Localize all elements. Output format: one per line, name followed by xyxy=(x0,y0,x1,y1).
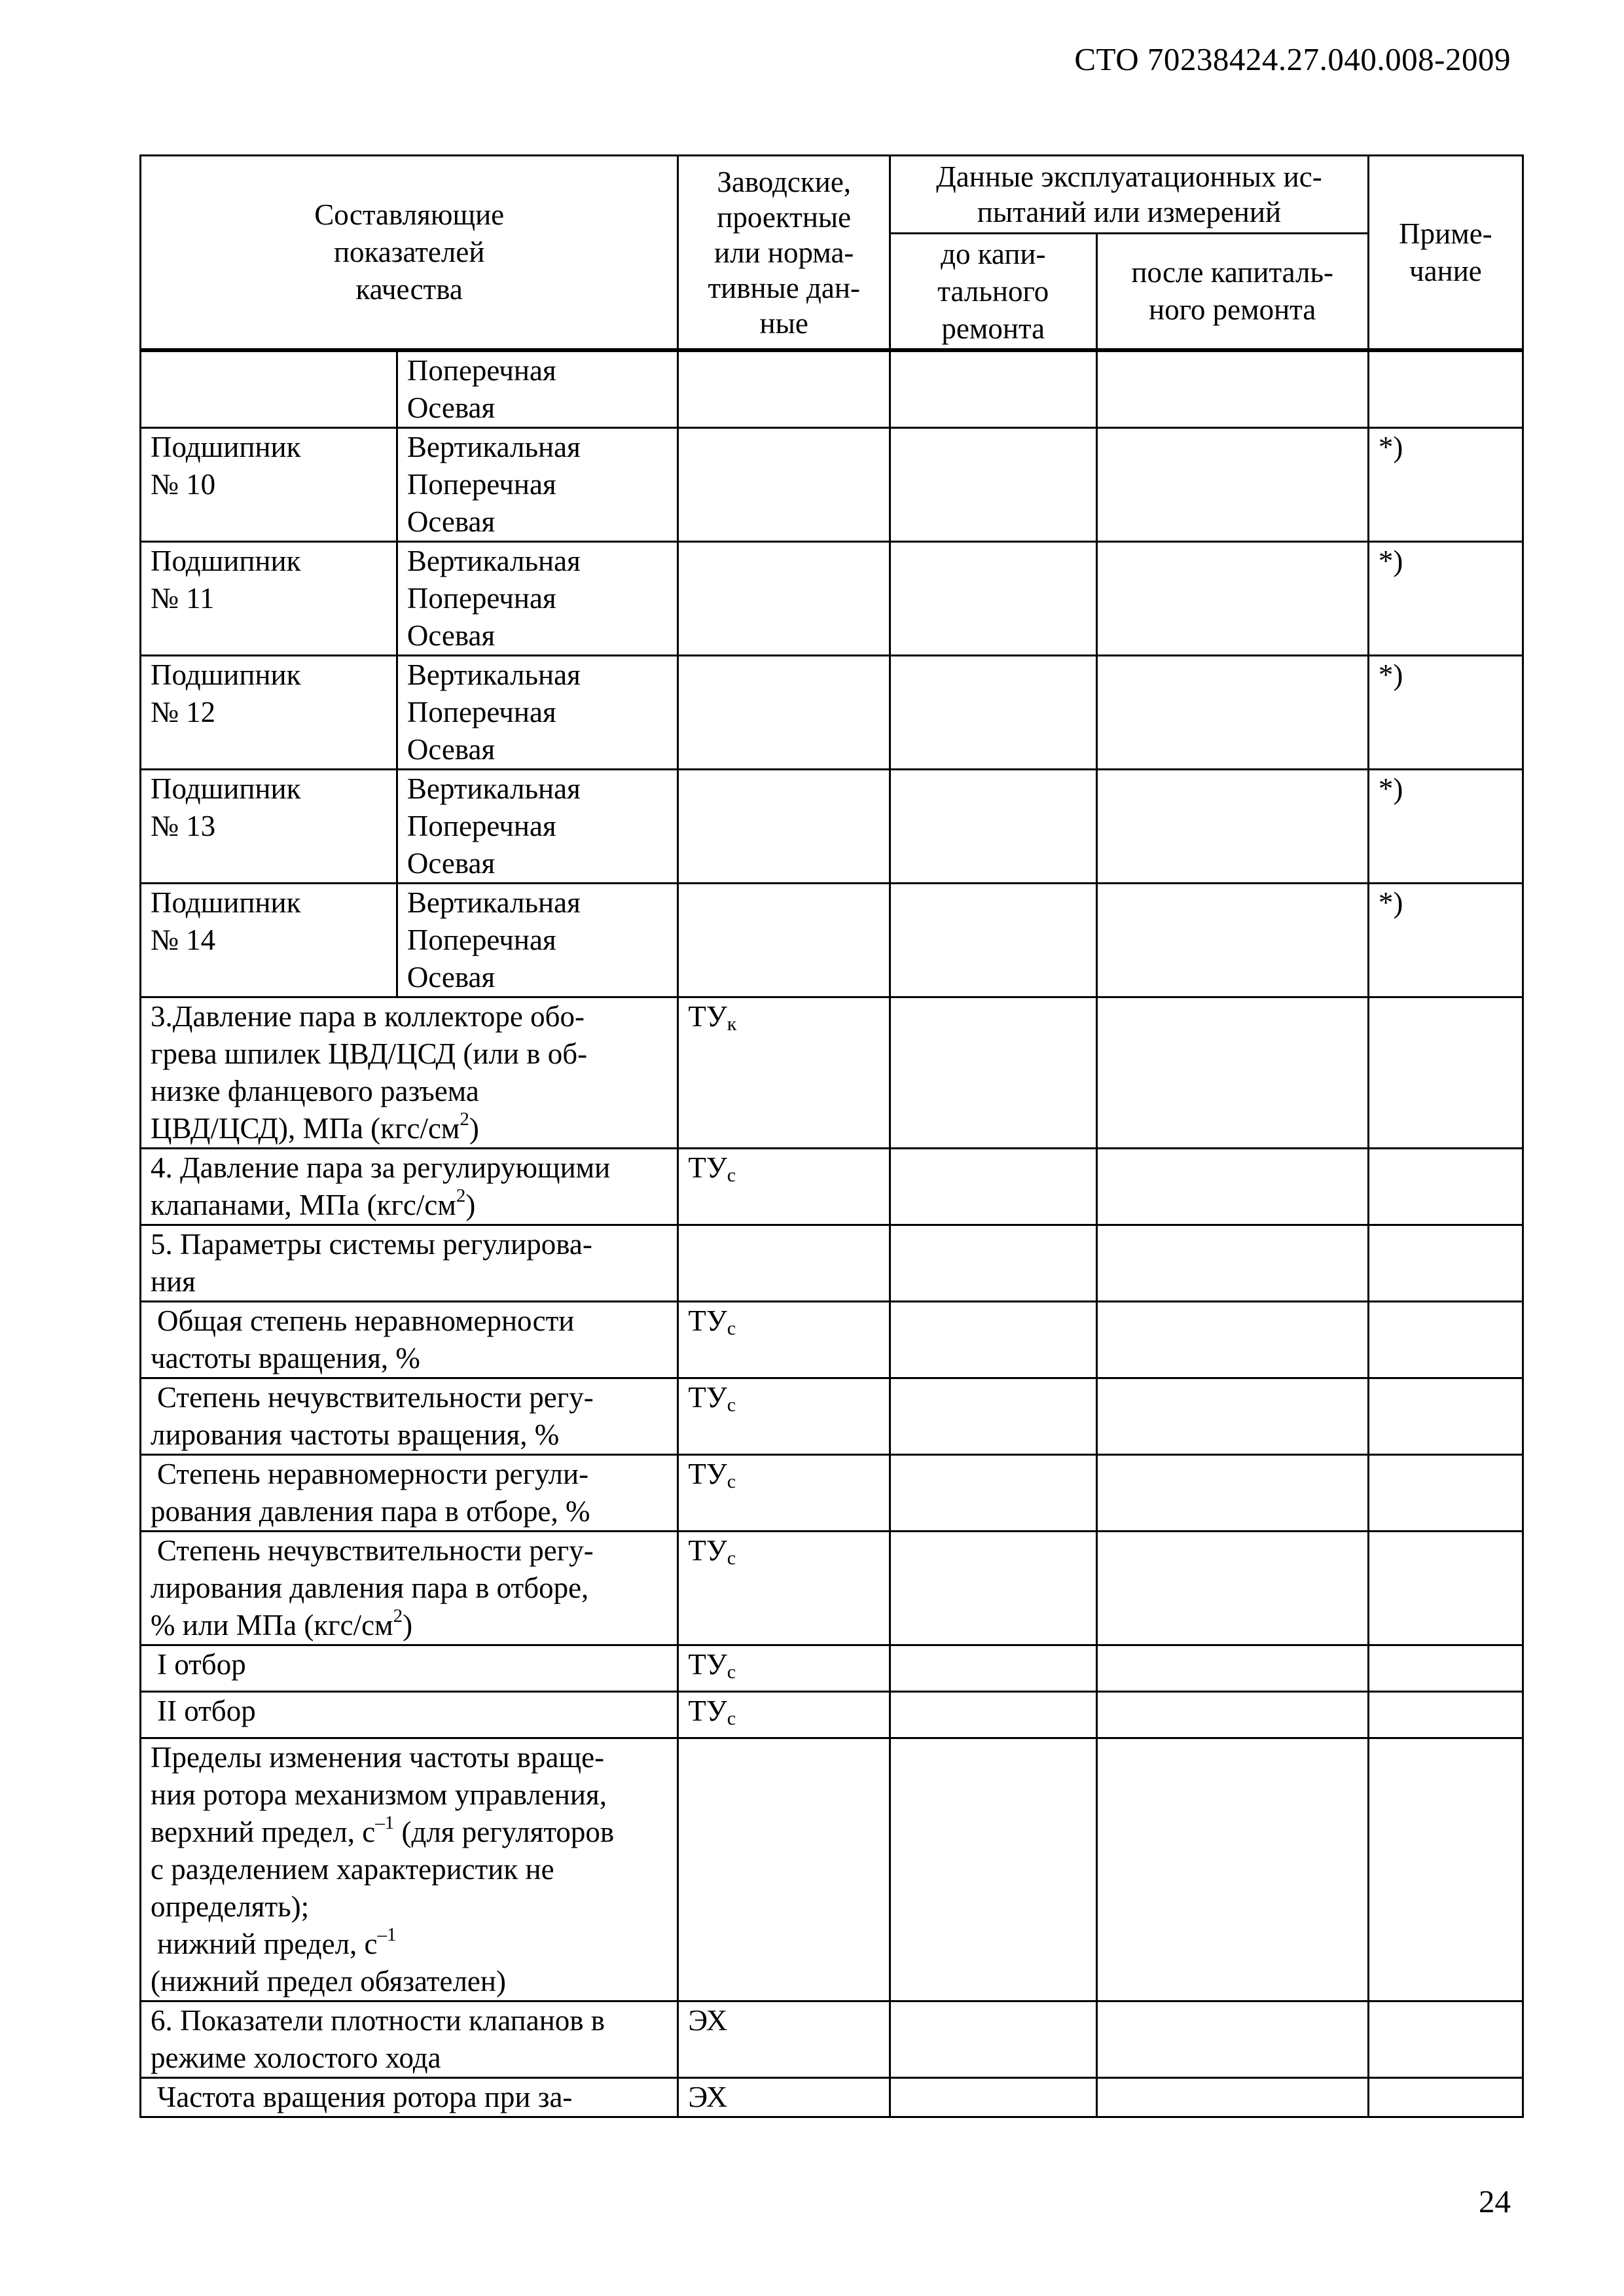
document-code: СТО 70238424.27.040.008-2009 xyxy=(1074,41,1511,77)
table-row xyxy=(141,2078,1523,2117)
table-row xyxy=(141,1738,1523,2001)
table-row xyxy=(141,1302,1523,1378)
bearing-label: Подшипник № 12 xyxy=(141,656,397,770)
bearing-label: Подшипник № 13 xyxy=(141,770,397,884)
table-row xyxy=(141,1645,1523,1692)
note-cell: *) xyxy=(1368,542,1523,656)
note-cell: *) xyxy=(1368,656,1523,770)
factory-value: $ТУ_к$ xyxy=(678,997,890,1149)
indicator-cell: Пределы изменения частоты враще- ния ротора механизмом управления, верхний предел, $с^{-1}$ (для регуляторов с разделением характеристик не определять); нижний предел, $с^{-1}$ (нижний предел обязателен) xyxy=(141,1738,678,2001)
table-row xyxy=(141,884,1523,997)
factory-value: $ТУ_с$ xyxy=(678,1532,890,1645)
factory-value: $ТУ_с$ xyxy=(678,1455,890,1532)
note-cell: *) xyxy=(1368,770,1523,884)
table-row xyxy=(141,1225,1523,1302)
table-row xyxy=(141,1532,1523,1645)
direction-cell: Вертикальная Поперечная Осевая xyxy=(397,428,678,542)
table-row xyxy=(141,1692,1523,1738)
header-factory-data: Заводские, проектные или норма- тивные дан- ные xyxy=(678,156,890,351)
indicator-cell: Степень нечувствительности регу- лирования частоты вращения, % xyxy=(141,1378,678,1455)
factory-value: ЭХ xyxy=(678,2001,890,2078)
bearing-label: Подшипник № 14 xyxy=(141,884,397,997)
factory-value: $ТУ_с$ xyxy=(678,1149,890,1225)
note-cell: *) xyxy=(1368,428,1523,542)
indicator-cell: 5. Параметры системы регулирова- ния xyxy=(141,1225,678,1302)
direction-cell: Вертикальная Поперечная Осевая xyxy=(397,656,678,770)
factory-value: $ТУ_с$ xyxy=(678,1378,890,1455)
table-row xyxy=(141,428,1523,542)
header-components: Составляющие показателей качества xyxy=(141,156,678,351)
factory-value: $ТУ_с$ xyxy=(678,1645,890,1692)
factory-value: $ТУ_с$ xyxy=(678,1692,890,1738)
header-operational-data: Данные эксплуатационных ис- пытаний или измерений xyxy=(890,156,1369,234)
indicator-cell: Степень нечувствительности регу- лирования давления пара в отборе, % или МПа $(кгс/см^2)$ xyxy=(141,1532,678,1645)
table-row xyxy=(141,1378,1523,1455)
indicator-cell: 4. Давление пара за регулирующими клапанами, МПа $(кгс/см^2)$ xyxy=(141,1149,678,1225)
indicator-cell: I отбор xyxy=(141,1645,678,1692)
table-row xyxy=(141,770,1523,884)
direction-cell: Вертикальная Поперечная Осевая xyxy=(397,542,678,656)
header-before-repair: до капи- тального ремонта xyxy=(890,234,1097,351)
indicator-cell: II отбор xyxy=(141,1692,678,1738)
direction-cell: Вертикальная Поперечная Осевая xyxy=(397,884,678,997)
note-cell: *) xyxy=(1368,884,1523,997)
direction-cell: Поперечная Осевая xyxy=(397,350,678,428)
factory-value: ЭХ xyxy=(678,2078,890,2117)
table-row xyxy=(141,997,1523,1149)
header-note: Приме- чание xyxy=(1368,156,1523,351)
table-row xyxy=(141,656,1523,770)
quality-indicators-table xyxy=(139,154,1524,2118)
indicator-cell: 6. Показатели плотности клапанов в режиме холостого хода xyxy=(141,2001,678,2078)
header-after-repair: после капиталь- ного ремонта xyxy=(1096,234,1368,351)
table-row xyxy=(141,350,1523,428)
direction-cell: Вертикальная Поперечная Осевая xyxy=(397,770,678,884)
table-row xyxy=(141,1149,1523,1225)
table-row xyxy=(141,2001,1523,2078)
indicator-cell: Степень неравномерности регули- рования давления пара в отборе, % xyxy=(141,1455,678,1532)
indicator-cell: 3.Давление пара в коллекторе обо- грева шпилек ЦВД/ЦСД (или в об- низке фланцевого разъема ЦВД/ЦСД), МПа $(кгс/см^2)$ xyxy=(141,997,678,1149)
factory-value: $ТУ_с$ xyxy=(678,1302,890,1378)
bearing-label: Подшипник № 11 xyxy=(141,542,397,656)
page-number: 24 xyxy=(1479,2183,1511,2219)
table-row xyxy=(141,1455,1523,1532)
table-row xyxy=(141,542,1523,656)
bearing-label: Подшипник № 10 xyxy=(141,428,397,542)
indicator-cell: Частота вращения ротора при за- xyxy=(141,2078,678,2117)
indicator-cell: Общая степень неравномерности частоты вращения, % xyxy=(141,1302,678,1378)
